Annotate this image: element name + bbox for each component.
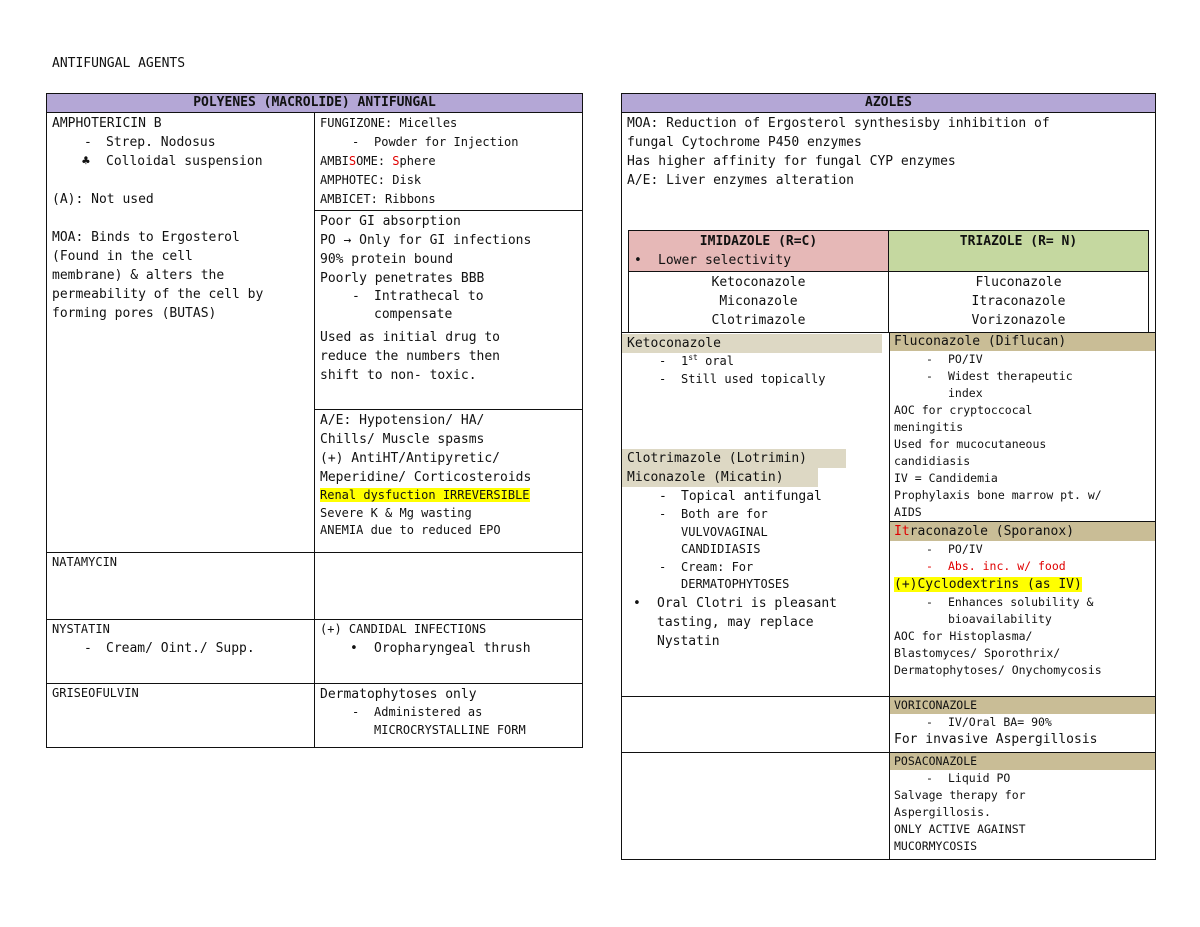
amphotericin-moa: forming pores (BUTAS) xyxy=(52,306,217,321)
itraconazole-line: - Abs. inc. w/ food xyxy=(894,558,1151,575)
clotrimazole-line: CANDIDIASIS xyxy=(681,542,761,556)
nystatin-cell xyxy=(47,620,315,684)
pk-line: PO → Only for GI infections xyxy=(320,233,532,248)
pk-line: Poorly penetrates BBB xyxy=(320,271,485,286)
natamycin-cell xyxy=(47,553,315,620)
triazole-drug: Itraconazole xyxy=(971,294,1066,309)
clotrimazole-line: - Topical antifungal xyxy=(627,487,883,506)
triazole-drugs-cell xyxy=(889,272,1149,333)
griseofulvin-use-cell xyxy=(315,684,583,748)
triazole-header: TRIAZOLE (R= N) xyxy=(959,234,1078,249)
azoles-moa-line: Has higher affinity for fungal CYP enzymes xyxy=(627,154,956,169)
polyenes-table xyxy=(46,93,583,748)
fungizone-line: FUNGIZONE: Micelles xyxy=(320,116,458,130)
imidazole-drug: Clotrimazole xyxy=(711,313,806,328)
nystatin-name: NYSTATIN xyxy=(52,622,110,636)
itraconazole-name: Itraconazole (Sporanox) xyxy=(890,521,1156,541)
amphotec-line: AMPHOTEC: Disk xyxy=(320,173,422,187)
itraconazole-line: Blastomyces/ Sporothrix/ xyxy=(894,646,1061,660)
fluconazole-line: AIDS xyxy=(894,505,922,519)
posaconazole-line: ONLY ACTIVE AGAINST xyxy=(894,822,1026,836)
formulations-cell xyxy=(315,113,583,211)
ae-line: Meperidine/ Corticosteroids xyxy=(320,470,532,485)
voriconazole-line: - IV/Oral BA= 90% xyxy=(894,714,1151,731)
posaconazole-cell xyxy=(890,753,1156,860)
clotrimazole-line: - Both are for xyxy=(627,506,883,524)
itraconazole-line: - Enhances solubility & xyxy=(894,594,1151,611)
azole-class-table xyxy=(628,230,1149,333)
adverse-effects-cell xyxy=(315,410,583,553)
griseofulvin-sub: MICROCRYSTALLINE FORM xyxy=(374,722,526,737)
nystatin-forms: - Cream/ Oint./ Supp. xyxy=(52,639,309,658)
griseofulvin-cell xyxy=(47,684,315,748)
fluconazole-line: Prophylaxis bone marrow pt. w/ xyxy=(894,488,1102,502)
fluconazole-line: index xyxy=(948,386,983,400)
voriconazole-line: For invasive Aspergillosis xyxy=(894,732,1098,747)
voriconazole-name: VORICONAZOLE xyxy=(890,697,1156,714)
ae-line: Severe K & Mg wasting xyxy=(320,505,472,520)
itraconazole-line: Dermatophytoses/ Onychomycosis xyxy=(894,663,1102,677)
natamycin-name: NATAMYCIN xyxy=(52,555,118,569)
clotrimazole-line: DERMATOPHYTOSES xyxy=(681,577,790,591)
imidazole-header: IMIDAZOLE (R=C) xyxy=(699,234,818,249)
fluconazole-name: Fluconazole (Diflucan) xyxy=(890,333,1156,351)
natamycin-detail-cell xyxy=(315,553,583,620)
posaconazole-line: MUCORMYCOSIS xyxy=(894,839,978,853)
nystatin-use-cell xyxy=(315,620,583,684)
clotrimazole-line: - Cream: For xyxy=(627,559,883,577)
pk-usage: Used as initial drug to xyxy=(320,330,501,345)
imidazole-header-cell xyxy=(629,231,889,272)
azoles-header: AZOLES xyxy=(622,94,1156,113)
page-title: ANTIFUNGAL AGENTS xyxy=(52,56,186,71)
imidazole-note: • Lower selectivity xyxy=(634,251,883,270)
polyenes-header: POLYENES (MACROLIDE) ANTIFUNGAL xyxy=(47,94,583,113)
ketoconazole-line: - Still used topically xyxy=(627,371,884,389)
ae-line: ANEMIA due to reduced EPO xyxy=(320,523,501,537)
imidazole-detail-cell xyxy=(622,333,890,697)
posaconazole-line: Salvage therapy for xyxy=(894,788,1026,802)
posaconazole-line: Aspergillosis. xyxy=(894,805,991,819)
amphotericin-cell xyxy=(47,113,315,553)
griseofulvin-use: Dermatophytoses only xyxy=(320,687,477,702)
posaconazole-line: - Liquid PO xyxy=(894,770,1151,787)
pk-intrathecal: - Intrathecal to xyxy=(320,288,577,306)
ambisome-line: AMBISOME: Sphere xyxy=(320,154,436,168)
amphotericin-source: - Strep. Nodosus xyxy=(52,133,309,152)
amphotericin-moa: (Found in the cell xyxy=(52,249,193,264)
pk-line: 90% protein bound xyxy=(320,252,454,267)
clotrimazole-note: Nystatin xyxy=(657,633,720,649)
amphotericin-a-note: (A): Not used xyxy=(52,192,154,207)
fluconazole-line: - Widest therapeutic xyxy=(894,368,1151,385)
azoles-moa-line: A/E: Liver enzymes alteration xyxy=(627,173,854,188)
pk-line: Poor GI absorption xyxy=(320,214,461,229)
ketoconazole-name: Ketoconazole xyxy=(622,334,882,353)
azoles-moa-line: MOA: Reduction of Ergosterol synthesisby inhibition of xyxy=(627,116,1050,131)
amphotericin-moa: permeability of the cell by xyxy=(52,287,264,302)
ae-renal: Renal dysfuction IRREVERSIBLE xyxy=(320,488,530,502)
imidazole-drugs-cell xyxy=(629,272,889,333)
voriconazole-empty-cell xyxy=(622,697,890,753)
itraconazole-line: AOC for Histoplasma/ xyxy=(894,629,1033,643)
itraconazole-cyclodextrins: (+)Cyclodextrins (as IV) xyxy=(894,577,1082,592)
ambicet-line: AMBICET: Ribbons xyxy=(320,192,436,206)
imidazole-drug: Ketoconazole xyxy=(711,275,806,290)
fluconazole-line: - PO/IV xyxy=(894,351,1151,368)
fungizone-sub: - Powder for Injection xyxy=(320,133,577,152)
voriconazole-cell xyxy=(890,697,1156,753)
ae-line: A/E: Hypotension/ HA/ xyxy=(320,413,485,428)
clotrimazole-name: Clotrimazole (Lotrimin) xyxy=(622,449,846,468)
clotrimazole-line: VULVOVAGINAL xyxy=(681,524,768,539)
azoles-moa-cell xyxy=(622,113,1156,333)
imidazole-drug: Miconazole xyxy=(719,294,798,309)
fluconazole-line: candidiasis xyxy=(894,454,971,468)
clotrimazole-note: tasting, may replace xyxy=(657,614,814,630)
fluconazole-line: Used for mucocutaneous xyxy=(894,437,1047,451)
ae-line: (+) AntiHT/Antipyretic/ xyxy=(320,451,501,466)
ketoconazole-line: - 1st oral xyxy=(627,353,884,371)
triazole-detail-cell xyxy=(890,333,1156,697)
amphotericin-moa: MOA: Binds to Ergosterol xyxy=(52,230,240,245)
posaconazole-empty-cell xyxy=(622,753,890,860)
triazole-drug: Vorizonazole xyxy=(971,313,1066,328)
amphotericin-form: ♣ Colloidal suspension xyxy=(52,152,309,171)
pk-usage: reduce the numbers then xyxy=(320,349,501,364)
azoles-moa-line: fungal Cytochrome P450 enzymes xyxy=(627,135,862,150)
nystatin-use: (+) CANDIDAL INFECTIONS xyxy=(320,622,487,636)
griseofulvin-name: GRISEOFULVIN xyxy=(52,686,139,700)
griseofulvin-sub: - Administered as xyxy=(320,704,577,722)
amphotericin-moa: membrane) & alters the xyxy=(52,268,225,283)
clotrimazole-note: • Oral Clotri is pleasant xyxy=(627,594,883,613)
miconazole-name: Miconazole (Micatin) xyxy=(622,468,818,487)
triazole-drug: Fluconazole xyxy=(975,275,1062,290)
triazole-drug xyxy=(894,330,1143,333)
triazole-header-cell xyxy=(889,231,1149,272)
nystatin-use-sub: • Oropharyngeal thrush xyxy=(320,639,577,658)
pk-usage: shift to non- toxic. xyxy=(320,368,477,383)
fluconazole-line: AOC for cryptoccocal xyxy=(894,403,1033,417)
pharmacokinetics-cell xyxy=(315,211,583,410)
ae-line: Chills/ Muscle spasms xyxy=(320,432,485,447)
itraconazole-line: bioavailability xyxy=(948,612,1052,626)
fluconazole-line: meningitis xyxy=(894,420,964,434)
itraconazole-line: - PO/IV xyxy=(894,541,1151,558)
azoles-table xyxy=(621,93,1156,860)
posaconazole-name: POSACONAZOLE xyxy=(890,753,1156,770)
amphotericin-name: AMPHOTERICIN B xyxy=(52,116,162,131)
fluconazole-line: IV = Candidemia xyxy=(894,471,998,485)
pk-intrathecal: compensate xyxy=(374,307,453,322)
